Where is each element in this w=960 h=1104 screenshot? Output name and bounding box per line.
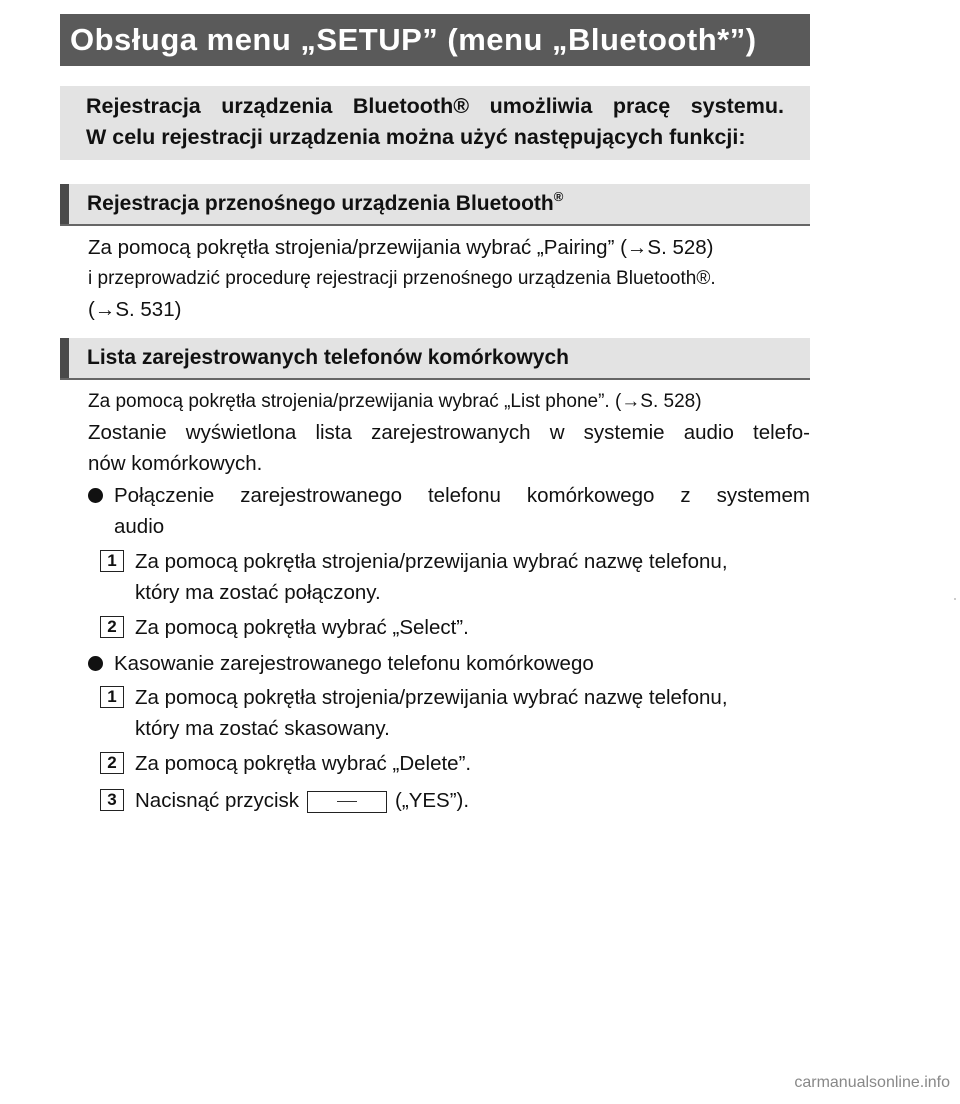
step-delete-2 — [100, 748, 810, 779]
intro-word: Rejestracja — [86, 94, 201, 118]
paragraph-word: w — [549, 421, 565, 444]
paragraph-word: telefo- — [753, 421, 810, 444]
paragraph-line: i przeprowadzić procedurę rejestracji przenośnego urządzenia Bluetooth®. — [88, 268, 716, 289]
step-line: który ma zostać skasowany. — [135, 717, 390, 740]
intro-line-1 — [86, 91, 784, 122]
step-line: który ma zostać połączony. — [135, 581, 381, 604]
paragraph-word: wyświetlona — [185, 421, 297, 444]
step-connect-2 — [100, 612, 810, 643]
step-line: Za pomocą pokrętła wybrać „Select”. — [135, 616, 469, 639]
paragraph-word: lista — [315, 421, 352, 444]
step-text-after: („YES”). — [395, 789, 470, 812]
intro-word: Bluetooth® — [352, 94, 470, 118]
step-number-icon: 1 — [100, 550, 124, 572]
bullet-word: z — [680, 484, 691, 507]
intro-word: pracę — [612, 94, 671, 118]
section-heading-registration — [60, 184, 810, 224]
bullet-word: Połączenie — [114, 484, 215, 507]
paragraph-line: Za pomocą pokrętła strojenia/przewijania wybrać „Pairing” (→S. 528) — [88, 236, 714, 259]
intro-line-2: W celu rejestracji urządzenia można użyć następujących funkcji: — [86, 125, 746, 149]
step-line: Za pomocą pokrętła strojenia/przewijania wybrać nazwę telefonu, — [135, 550, 728, 573]
step-number-icon: 3 — [100, 789, 124, 811]
bullet-line — [114, 480, 810, 511]
paragraph-line: (→S. 531) — [88, 298, 182, 321]
bullet-word: komórkowego — [526, 484, 655, 507]
step-line: Za pomocą pokrętła strojenia/przewijania wybrać nazwę telefonu, — [135, 686, 728, 709]
paragraph-word: zarejestrowanych — [371, 421, 531, 444]
paragraph-word: Zostanie — [88, 421, 167, 444]
paragraph-word: systemie — [583, 421, 665, 444]
step-delete-3 — [100, 785, 810, 816]
step-text-before: Nacisnąć przycisk — [135, 789, 300, 812]
phone-list-paragraph — [88, 386, 810, 479]
step-connect-1 — [100, 546, 810, 608]
margin-mark — [954, 598, 956, 600]
bullet-delete-phone — [88, 648, 810, 679]
paragraph-line — [88, 417, 810, 448]
step-delete-1 — [100, 682, 810, 744]
intro-word: umożliwia — [489, 94, 593, 118]
paragraph-line: Za pomocą pokrętła strojenia/przewijania wybrać „List phone”. (→S. 528) — [88, 391, 702, 412]
registration-paragraph — [88, 232, 810, 325]
step-number-icon: 2 — [100, 752, 124, 774]
bullet-line: audio — [114, 515, 165, 538]
step-line: Za pomocą pokrętła wybrać „Delete”. — [135, 752, 472, 775]
bullet-icon — [88, 656, 103, 671]
bullet-connect-phone — [88, 480, 810, 542]
yes-button-icon — [307, 791, 387, 813]
intro-word: urządzenia — [221, 94, 333, 118]
intro-box — [60, 86, 810, 160]
watermark: carmanualsonline.info — [794, 1074, 950, 1091]
page-title: Obsługa menu „SETUP” (menu „Bluetooth*”) — [60, 14, 810, 66]
step-number-icon: 2 — [100, 616, 124, 638]
intro-word: systemu. — [690, 94, 784, 118]
registered-mark: ® — [553, 189, 564, 204]
section-heading-text: Lista zarejestrowanych telefonów komórkowych — [87, 346, 569, 369]
section-heading-phone-list — [60, 338, 810, 378]
step-number-icon: 1 — [100, 686, 124, 708]
bullet-word: zarejestrowanego — [240, 484, 403, 507]
paragraph-line: nów komórkowych. — [88, 452, 263, 475]
bullet-line: Kasowanie zarejestrowanego telefonu komórkowego — [114, 652, 594, 675]
paragraph-word: audio — [683, 421, 734, 444]
bullet-word: telefonu — [427, 484, 501, 507]
section-heading-text: Rejestracja przenośnego urządzenia Bluetooth — [87, 192, 554, 215]
bullet-icon — [88, 488, 103, 503]
bullet-word: systemem — [716, 484, 810, 507]
